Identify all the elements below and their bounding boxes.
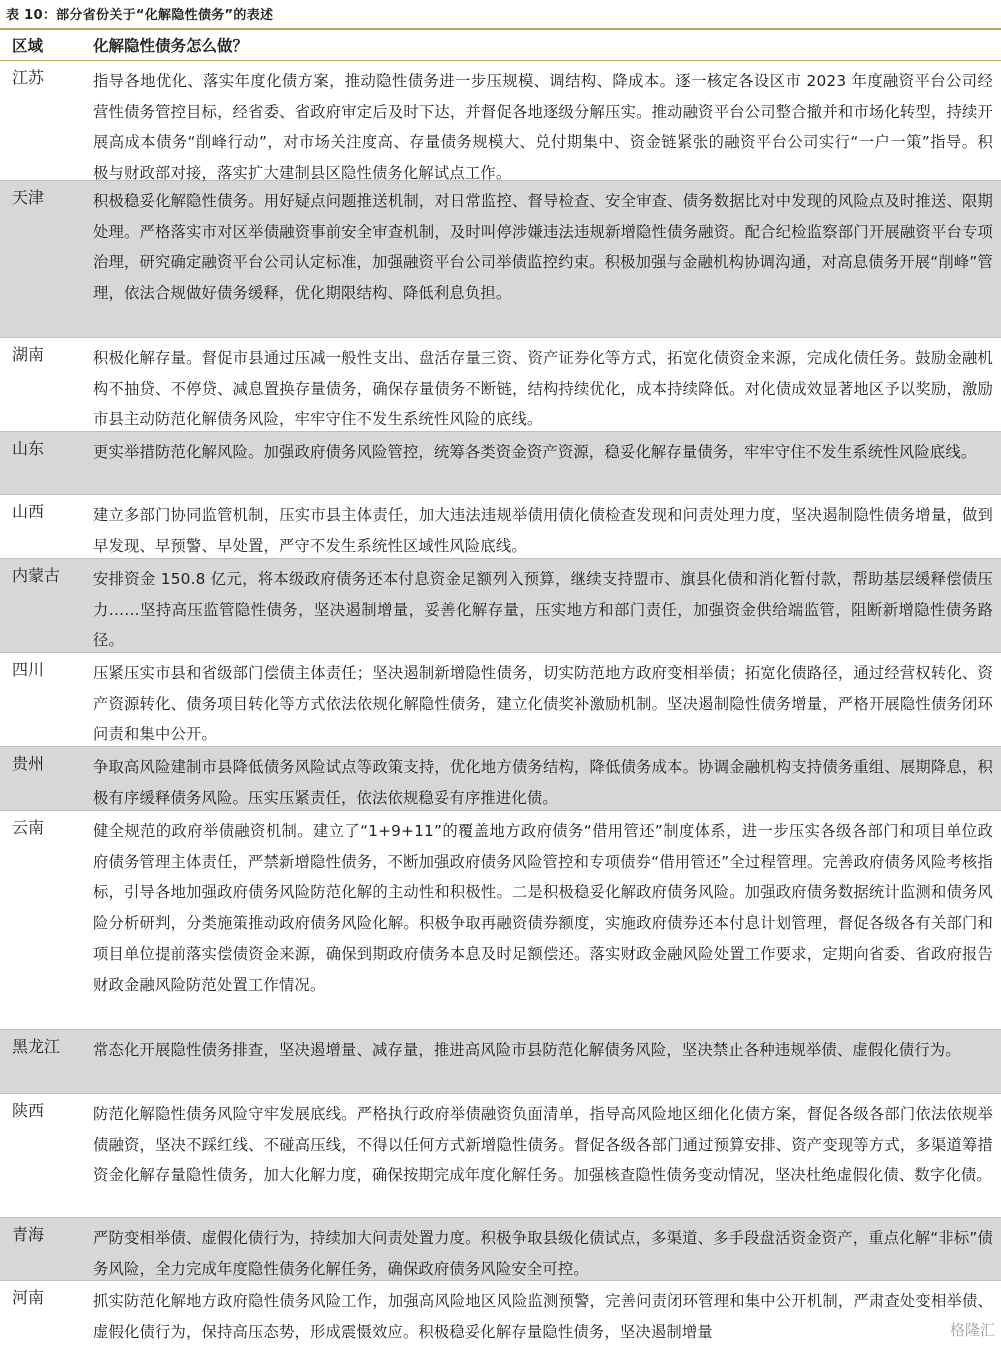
content-cell: 争取高风险建制市县降低债务风险试点等政策支持，优化地方债务结构，降低债务成本。协调金融机构支持债务重组、展期降息，积极有序缓释债务风险。压实压紧责任，依法依规稳妥有序推进化债。 (93, 758, 993, 807)
content-cell: 安排资金 150.8 亿元，将本级政府债务还本付息资金足额列入预算，继续支持盟市、旗县化债和消化暂付款，帮助基层缓释偿债压力……坚持高压监管隐性债务，坚决遏制增量，妥善化解存量，压实地方和部门责任，加强资金供给端监管，阻断新增隐性债务路径。 (93, 570, 993, 650)
content-cell: 积极化解存量。督促市县通过压减一般性支出、盘活存量三资、资产证券化等方式，拓宽化债资金来源，完成化债任务。鼓励金融机构不抽贷、不停贷、减息置换存量债务，确保存量债务不断链，结构持续优化，成本持续降低。对化债成效显著地区予以奖励，激励市县主动防范化解债务风险，牢牢守住不发生系统性风险的底线。 (93, 349, 993, 429)
region-cell: 云南 (12, 818, 45, 837)
content-cell: 健全规范的政府举债融资机制。建立了“1+9+11”的覆盖地方政府债务“借用管还”制度体系，进一步压实各级各部门和项目单位政府债务管理主体责任，严禁新增隐性债务，不断加强政府债务风险管控和专项债券“借用管还”全过程管理。完善政府债务风险考核指标，引导各地加强政府债务风险防范化解的主动性和积极性。二是积极稳妥化解政府债务风险。加强政府债务数据统计监测和债务风险分析研判，分类施策推动政府债务风险化解。积极争取再融资债券额度，实施政府债券还本付息计划管理，督促各级各有关部门和项目单位提前落实偿债资金来源，确保到期政府债务本息及时足额偿还。落实财政金融风险处置工作要求，定期向省委、省政府报告财政金融风险防范处置工作情况。 (93, 822, 993, 994)
content-cell: 压紧压实市县和省级部门偿债主体责任；坚决遏制新增隐性债务，切实防范地方政府变相举债；拓宽化债路径，通过经营权转化、资产资源转化、债务项目转化等方式依法依规化解隐性债务，建立化债奖补激励机制。坚决遏制隐性债务增量，严格开展隐性债务闭环问责和集中公开。 (93, 664, 993, 744)
content-cell: 更实举措防范化解风险。加强政府债务风险管控，统筹各类资金资产资源，稳妥化解存量债务，牢牢守住不发生系统性风险底线。 (93, 443, 977, 461)
table-row (0, 747, 1001, 811)
content-cell: 积极稳妥化解隐性债务。用好疑点问题推送机制，对日常监控、督导检查、安全审查、债务数据比对中发现的风险点及时推送、限期处理。严格落实市对区举债融资事前安全审查机制，及时叫停涉嫌违法违规新增隐性债务融资。配合纪检监察部门开展融资平台专项治理，研究确定融资平台公司认定标准，加强融资平台公司举债监控约束。积极加强与金融机构协调沟通，对高息债务开展“削峰”管理，依法合规做好债务缓释，优化期限结构、降低利息负担。 (93, 192, 993, 303)
region-cell: 山东 (12, 439, 45, 458)
content-cell: 抓实防范化解地方政府隐性债务风险工作，加强高风险地区风险监测预警，完善问责闭环管理和集中公开机制，严肃查处变相举债、虚假化债行为，保持高压态势，形成震慑效应。积极稳妥化解存量隐性债务，坚决遏制增量 (93, 1292, 993, 1341)
table-row (0, 1281, 1001, 1361)
table-row (0, 181, 1001, 338)
region-cell: 贵州 (12, 754, 45, 773)
header-region: 区域 (12, 37, 44, 55)
content-cell: 防范化解隐性债务风险守牢发展底线。严格执行政府举债融资负面清单，指导高风险地区细化化债方案，督促各级各部门依法依规举债融资，坚决不踩红线、不碰高压线，不得以任何方式新增隐性债务。督促各级各部门通过预算安排、资产变现等方式，多渠道筹措资金化解存量隐性债务，加大化解力度，确保按期完成年度化解任务。加强核查隐性债务变动情况，坚决杜绝虚假化债、数字化债。 (93, 1105, 993, 1185)
table-row (0, 61, 1001, 181)
region-cell: 青海 (12, 1225, 45, 1244)
content-cell: 常态化开展隐性债务排查，坚决遏增量、减存量，推进高风险市县防范化解债务风险，坚决禁止各种违规举债、虚假化债行为。 (93, 1041, 961, 1059)
table-row (0, 1218, 1001, 1281)
table-row (0, 653, 1001, 747)
table-row (0, 1094, 1001, 1218)
table-header (0, 28, 1001, 61)
region-cell: 山西 (12, 502, 45, 521)
table-row (0, 338, 1001, 432)
region-cell: 黑龙江 (12, 1037, 61, 1056)
region-cell: 四川 (12, 660, 45, 679)
table-caption: 表 10：部分省份关于“化解隐性债务”的表述 (6, 8, 274, 23)
region-cell: 河南 (12, 1288, 45, 1307)
header-content: 化解隐性债务怎么做？ (93, 37, 249, 55)
content-cell: 建立多部门协同监管机制，压实市县主体责任，加大违法违规举债用债化债检查发现和问责处理力度，坚决遏制隐性债务增量，做到早发现、早预警、早处置，严守不发生系统性区域性风险底线。 (93, 506, 993, 555)
content-cell: 严防变相举债、虚假化债行为，持续加大问责处置力度。积极争取县级化债试点，多渠道、多手段盘活资金资产，重点化解“非标”债务风险，全力完成年度隐性债务化解任务，确保政府债务风险安全可控。 (93, 1229, 993, 1278)
region-cell: 陕西 (12, 1101, 45, 1120)
table-row (0, 495, 1001, 559)
table-row (0, 432, 1001, 495)
content-cell: 指导各地优化、落实年度化债方案，推动隐性债务进一步压规模、调结构、降成本。逐一核定各设区市 2023 年度融资平台公司经营性债务管控目标，经省委、省政府审定后及时下达，并督促各地逐级分解压实。推动融资平台公司整合撤并和市场化转型，持续开展高成本债务“削峰行动”，对市场关注度高、存量债务规模大、兑付期集中、资金链紧张的融资平台公司实行“一户一策”指导。积极与财政部对接，落实扩大建制县区隐性债务化解试点工作。 (93, 72, 993, 183)
table-row (0, 811, 1001, 1030)
region-cell: 江苏 (12, 68, 45, 87)
region-cell: 内蒙古 (12, 566, 61, 585)
table-row (0, 1030, 1001, 1094)
watermark: 格隆汇 (949, 1321, 995, 1339)
data-table (0, 28, 1001, 1361)
region-cell: 天津 (12, 188, 45, 207)
region-cell: 湖南 (12, 345, 45, 364)
table-row (0, 559, 1001, 653)
